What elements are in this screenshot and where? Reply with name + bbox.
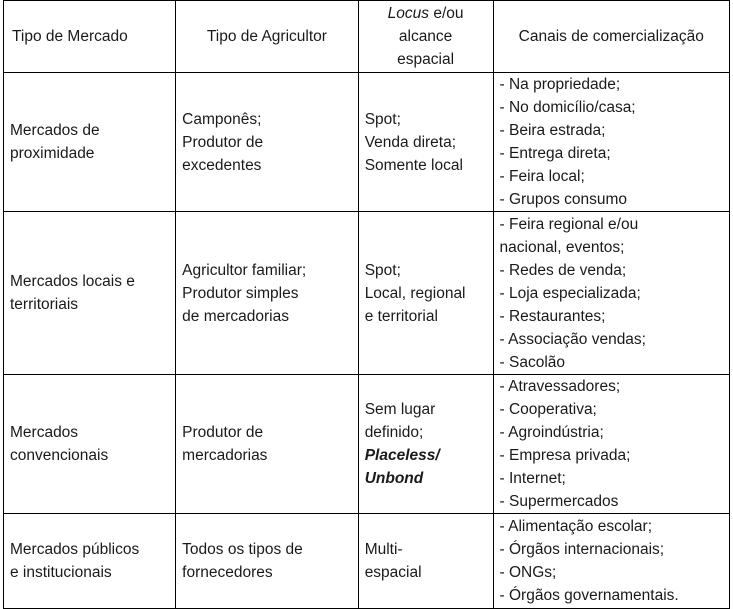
cell-text-line: proximidade — [10, 145, 95, 162]
cell-channels — [493, 514, 729, 609]
header-market-type — [4, 1, 176, 73]
table-row — [4, 73, 730, 212]
cell-farmer-type — [176, 73, 359, 212]
cell-text-line: Venda direta; — [364, 133, 457, 151]
cell-text-line: definido; — [364, 424, 424, 441]
cell-text-line: convencionais — [10, 447, 109, 464]
table-row — [4, 212, 730, 375]
cell-text-line: Placeless/ — [364, 447, 440, 464]
table-row — [4, 514, 730, 609]
cell-channels — [493, 375, 729, 514]
cell-text-line: Spot; — [364, 110, 401, 128]
cell-locus — [358, 375, 493, 514]
cell-text-line: excedentes — [182, 156, 262, 174]
cell-text-line: - Grupos consumo — [499, 191, 628, 208]
markets-table — [3, 0, 730, 609]
cell-text-line: espacial — [397, 51, 455, 68]
header-locus — [358, 1, 493, 73]
header-locus-italic: Locus — [387, 5, 430, 22]
table-row — [4, 375, 730, 514]
cell-text-line: Tipo de Mercado — [12, 28, 128, 45]
cell-text-line: - Cooperativa; — [499, 401, 597, 418]
cell-text-line: Produtor de — [182, 133, 264, 151]
cell-text-line: Produtor simples — [182, 284, 299, 302]
cell-text-line: Local, regional — [364, 284, 466, 302]
cell-text-line: territoriais — [10, 296, 79, 313]
cell-text-line: Multi- — [364, 541, 403, 558]
cell-text-line: - Associação vendas; — [499, 330, 646, 348]
cell-text-line: - Loja especializada; — [499, 284, 641, 302]
cell-text-line: - Órgãos internacionais; — [499, 541, 665, 558]
cell-locus — [358, 212, 493, 375]
cell-text-line: - Sacolão — [499, 353, 565, 371]
cell-text-line: - ONGs; — [499, 564, 557, 581]
cell-text-line: - Alimentação escolar; — [499, 518, 653, 535]
cell-market-type — [4, 73, 176, 212]
cell-text-line: - Órgãos governamentais. — [499, 587, 679, 604]
cell-text-line: mercadorias — [182, 447, 268, 464]
cell-market-type — [4, 375, 176, 514]
cell-text-line: - Entrega direta; — [499, 145, 611, 162]
cell-text-line: - Agroindústria; — [499, 424, 604, 441]
header-row — [4, 1, 730, 73]
cell-text-line: Camponês; — [182, 110, 262, 128]
cell-text-line: - Feira regional e/ou — [499, 215, 639, 233]
cell-text-line: - Empresa privada; — [499, 447, 631, 464]
cell-text-line: e institucionais — [10, 564, 112, 581]
cell-text-line: - Atravessadores; — [499, 378, 621, 395]
header-farmer-type — [176, 1, 359, 73]
cell-text-line: Unbond — [364, 470, 424, 487]
cell-market-type — [4, 514, 176, 609]
cell-text-line: Mercados locais e — [10, 273, 135, 290]
cell-text-line: - No domicílio/casa; — [499, 99, 636, 116]
cell-text-line: - Beira estrada; — [499, 122, 606, 139]
cell-text-line: Canais de comercialização — [518, 28, 704, 45]
cell-channels — [493, 212, 729, 375]
cell-text-line: alcance — [398, 28, 453, 45]
cell-farmer-type — [176, 375, 359, 514]
cell-text-line: fornecedores — [182, 564, 273, 581]
cell-text-line: Tipo de Agricultor — [206, 28, 327, 45]
cell-text-line: Mercados — [10, 424, 79, 441]
cell-text-line: de mercadorias — [182, 307, 289, 325]
cell-text-line: Spot; — [364, 261, 401, 279]
header-channels — [493, 1, 729, 73]
cell-text-line: - Restaurantes; — [499, 307, 606, 325]
cell-text-line: Mercados de — [10, 122, 100, 139]
cell-market-type — [4, 212, 176, 375]
cell-locus — [358, 73, 493, 212]
cell-text-line: - Redes de venda; — [499, 261, 627, 279]
cell-text-line: Sem lugar — [364, 401, 436, 418]
cell-text-line: Produtor de — [182, 424, 264, 441]
cell-text-line: espacial — [364, 564, 422, 581]
cell-locus — [358, 514, 493, 609]
cell-text-line: - Na propriedade; — [499, 76, 621, 93]
cell-text-line: e/ou — [433, 5, 464, 22]
cell-text-line: - Internet; — [499, 470, 566, 487]
cell-text-line: - Supermercados — [499, 493, 619, 510]
cell-text-line: e territorial — [364, 307, 438, 325]
cell-text-line: Somente local — [364, 156, 463, 174]
cell-text-line: Agricultor familiar; — [182, 261, 307, 279]
cell-text-line: nacional, eventos; — [499, 238, 625, 256]
cell-farmer-type — [176, 212, 359, 375]
cell-channels — [493, 73, 729, 212]
cell-text-line: Todos os tipos de — [182, 541, 303, 558]
cell-farmer-type — [176, 514, 359, 609]
cell-text-line: - Feira local; — [499, 168, 585, 185]
cell-text-line: Mercados públicos — [10, 541, 140, 558]
